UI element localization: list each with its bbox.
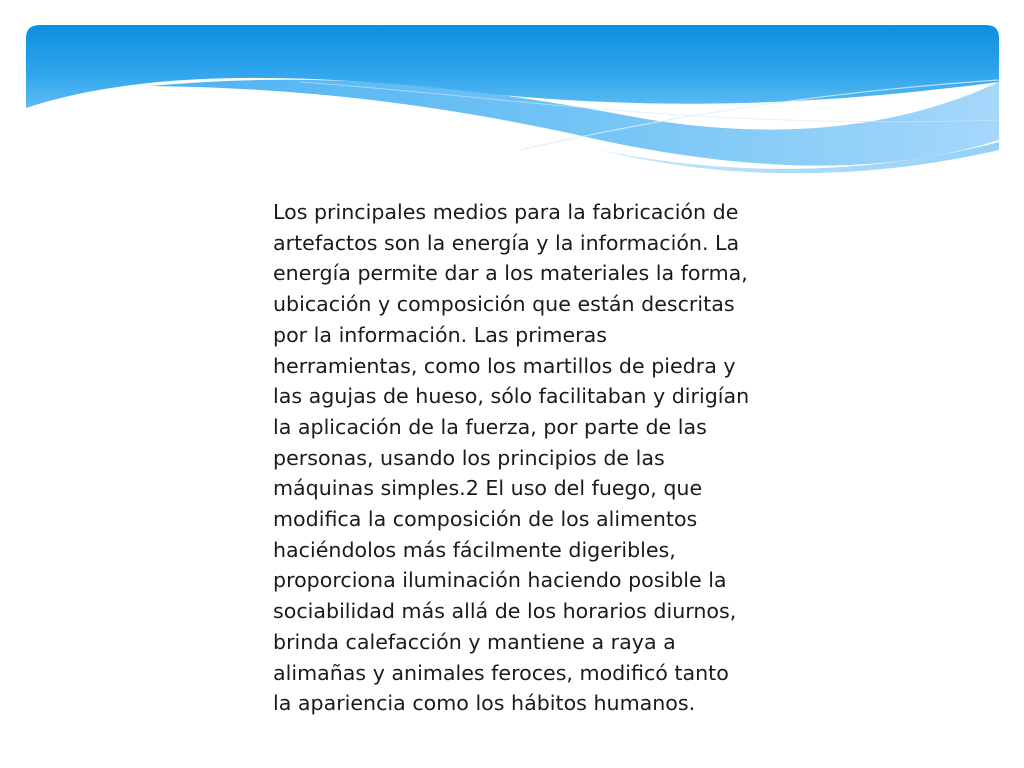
paragraph-line: la aplicación de la fuerza, por parte de las [273, 414, 707, 439]
header-wave-decoration [0, 0, 1024, 190]
paragraph-line: energía permite dar a los materiales la forma, [273, 261, 748, 286]
paragraph-line: por la información. Las primeras [273, 322, 607, 347]
wave-band-dark [26, 25, 999, 108]
paragraph-line: personas, usando los principios de las [273, 445, 665, 470]
paragraph-line: alimañas y animales feroces, modificó tanto [273, 660, 729, 685]
paragraph-line: ubicación y composición que están descritas [273, 292, 735, 317]
paragraph-line: sociabilidad más allá de los horarios diurnos, [273, 599, 737, 624]
paragraph-line: Los principales medios para la fabricación de [273, 200, 739, 224]
paragraph-line: máquinas simples.2 El uso del fuego, que [273, 476, 703, 501]
paragraph-line: herramientas, como los martillos de piedra y [273, 353, 736, 378]
paragraph-line: haciéndolos más fácilmente digeribles, [273, 537, 676, 562]
body-paragraph [273, 197, 773, 719]
paragraph-line: brinda calefacción y mantiene a raya a [273, 629, 676, 654]
paragraph-line: modifica la composición de los alimentos [273, 507, 698, 532]
paragraph-line: la apariencia como los hábitos humanos. [273, 691, 696, 716]
paragraph-line: proporciona iluminación haciendo posible la [273, 568, 727, 593]
paragraph-line: las agujas de hueso, sólo facilitaban y dirigían [273, 384, 750, 409]
paragraph-line: artefactos son la energía y la información. La [273, 230, 740, 255]
